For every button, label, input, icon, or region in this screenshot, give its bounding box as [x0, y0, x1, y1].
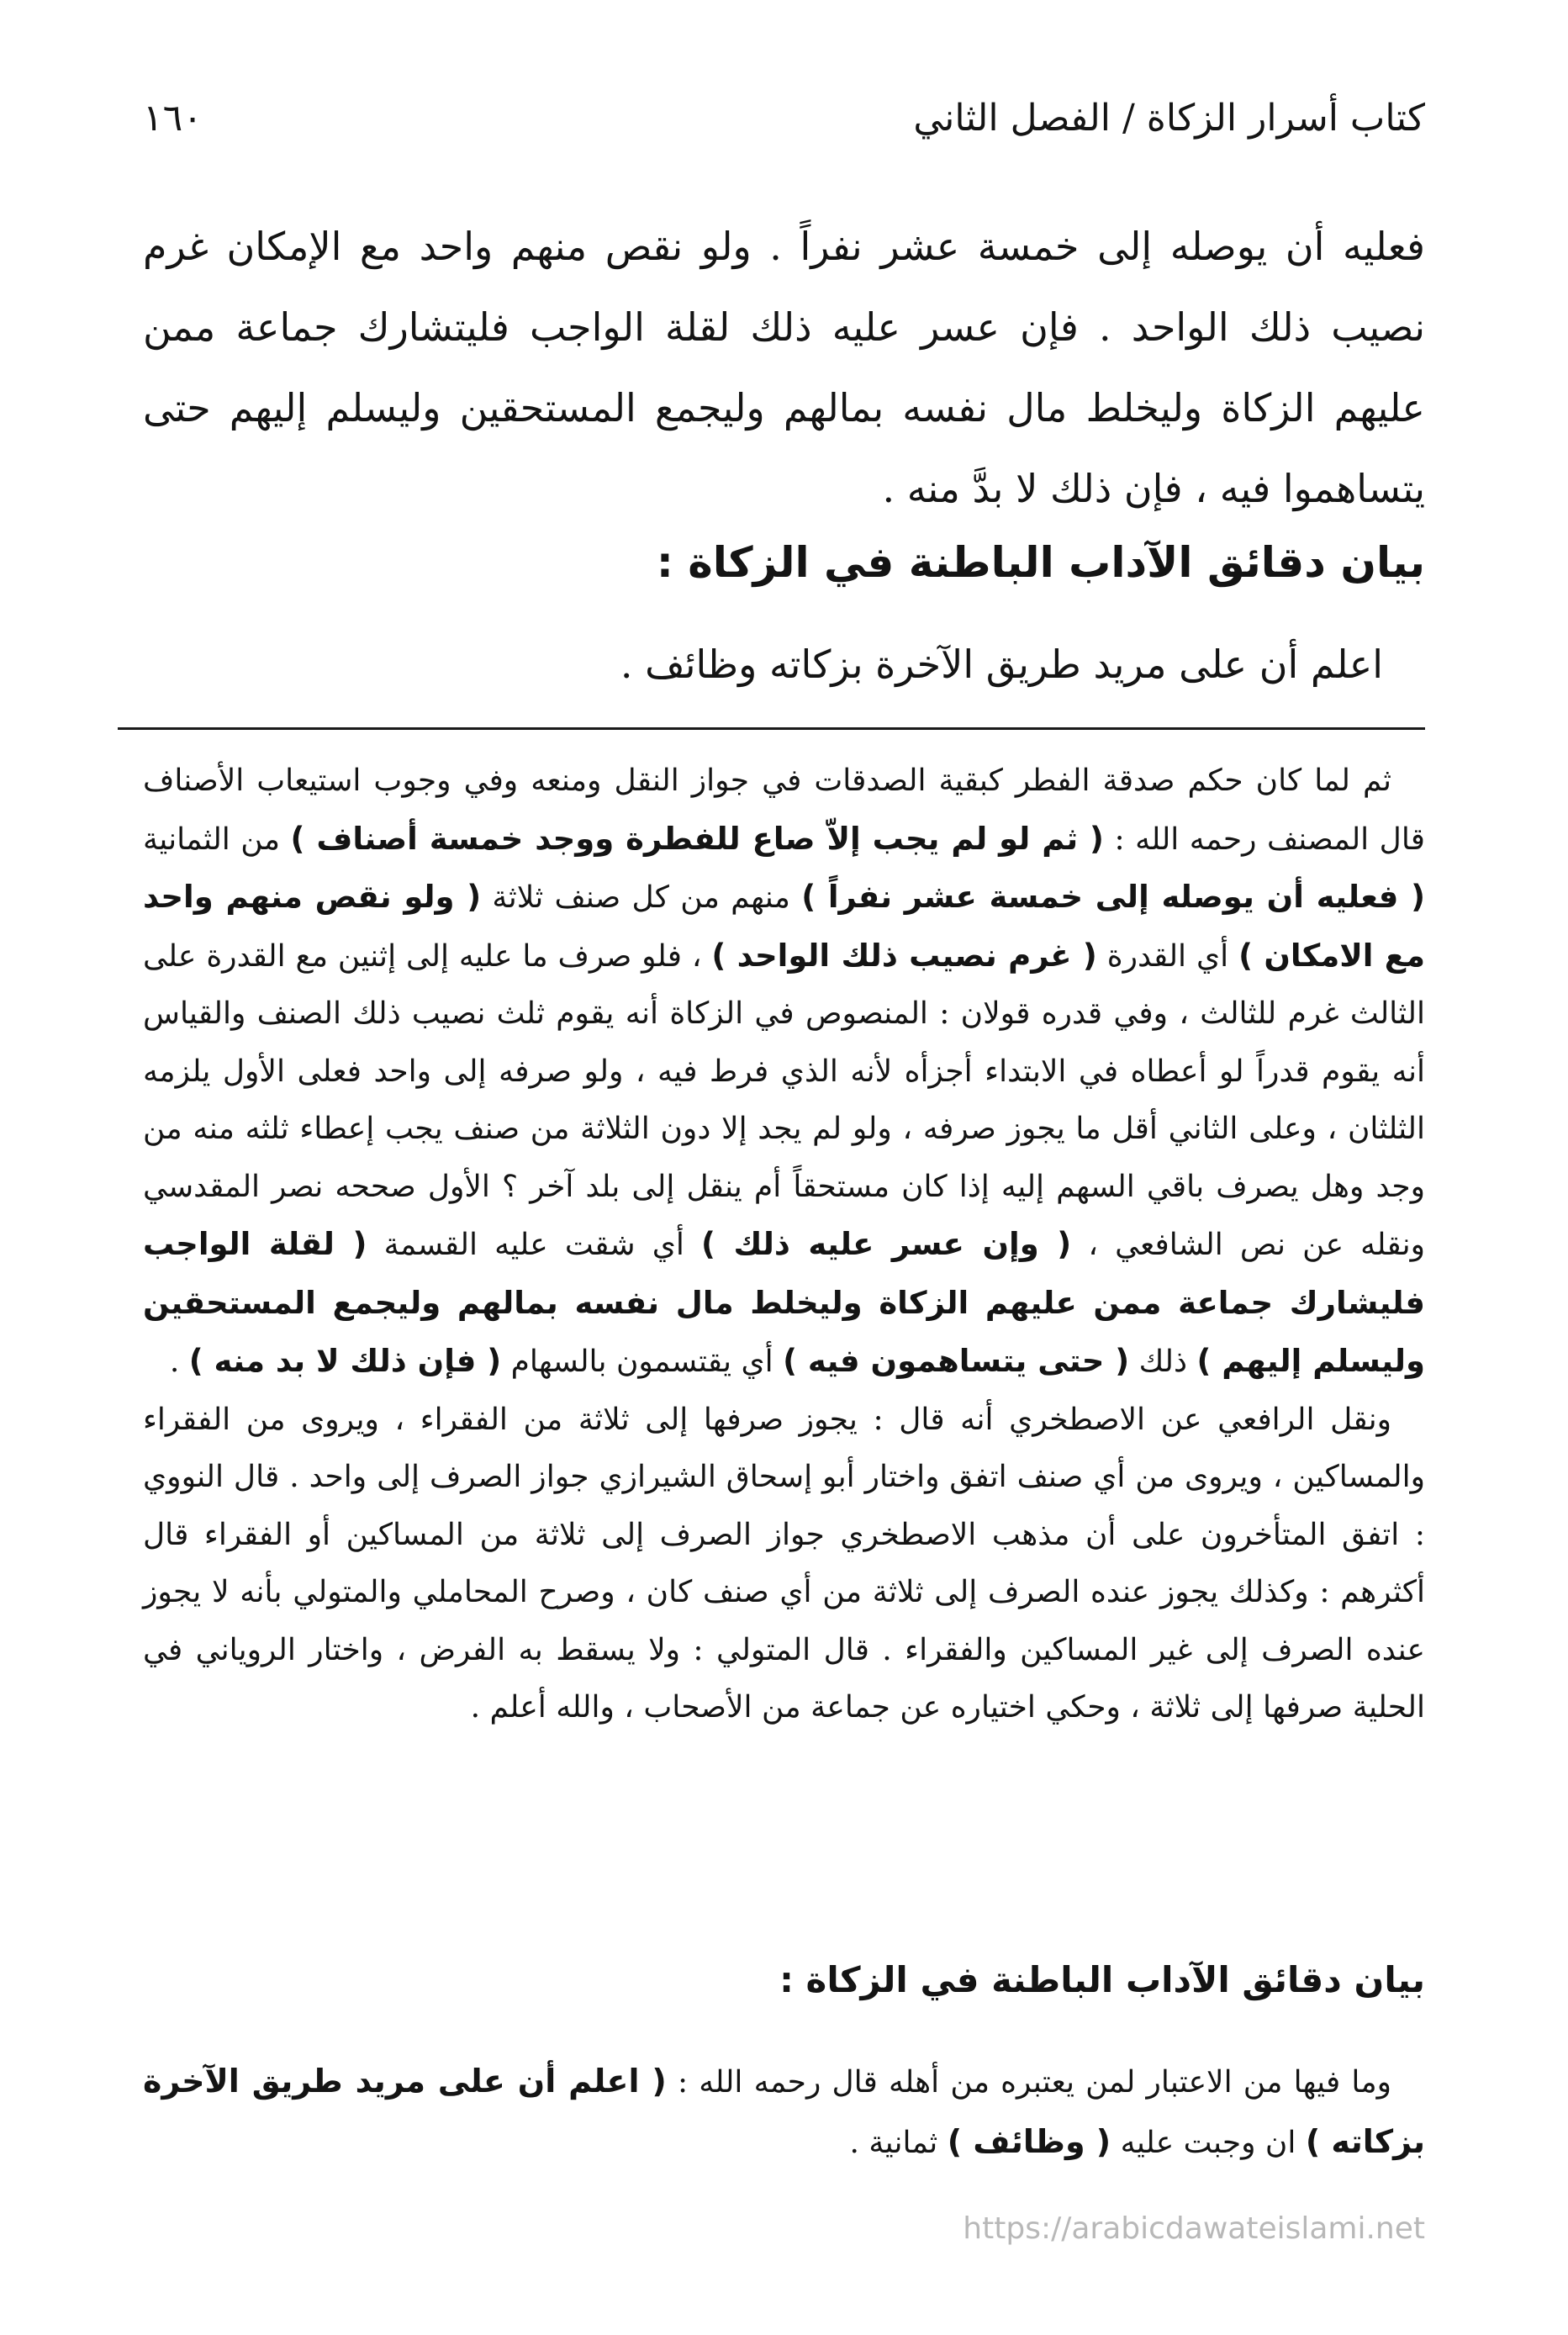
commentary-text: من الثمانية [143, 821, 291, 857]
footnote-divider [118, 727, 1425, 730]
commentary-text: أي شقت عليه القسمة [367, 1228, 702, 1262]
intro-line: اعلم أن على مريد طريق الآخرة بزكاته وظائف . [620, 642, 1383, 687]
quoted-text: ( ولو نقص منهم واحد مع الامكان ) [143, 879, 1425, 974]
commentary-text: ، فلو صرف ما عليه إلى إثنين مع القدرة على الثالث غرم للثالث ، وفي قدره قولان : المنصوص في الزكاة أنه يقوم ثلث نصيب ذلك الصنف والقياس أنه يقوم قدراً لو أعطاه في الابتداء أجزأه لأنه الذي فرط فيه ، ولو صرفه إلى واحد فعلى الأول يلزمه الثلثان ، وعلى الثاني أقل ما يجوز صرفه ، ولو لم يجد إلا دون الثلاثة من صنف يجب إعطاء ثلثه منه من وجد وهل يصرف باقي السهم إليه إذا كان مستحقاً أم ينقل إلى بلد آخر ؟ الأول صححه نصر المقدسي ونقله عن نص الشافعي ، [143, 938, 1426, 1262]
quoted-text: ( لقلة الواجب فليشارك جماعة ممن عليهم الزكاة وليخلط مال نفسه بمالهم وليجمع المستحقين وليسلم إليهم ) [143, 1226, 1425, 1379]
quoted-text: ( وإن عسر عليه ذلك ) [701, 1226, 1072, 1262]
quoted-text: ( فإن ذلك لا بد منه ) [188, 1343, 502, 1379]
main-text-block [143, 206, 1425, 529]
quoted-text: ( حتى يتساهمون فيه ) [783, 1343, 1130, 1379]
commentary-text: ثمانية . [849, 2126, 948, 2160]
watermark-url: https://arabicdawateislami.net [963, 2211, 1425, 2246]
commentary-text: . [169, 1344, 189, 1379]
quoted-text: ( ثم لو لم يجب إلاّ صاع للفطرة ووجد خمسة أصناف ) [290, 820, 1104, 857]
commentary-text: منهم من كل صنف ثلاثة [481, 880, 802, 915]
page-header [143, 80, 1425, 156]
commentary-text: ثم لما كان حكم صدقة الفطر كبقية الصدقات في جواز النقل ومنعه وفي وجوب استيعاب الأصناف قال المصنف رحمه الله : [143, 763, 1426, 857]
page-number: ١٦٠ [143, 96, 203, 140]
commentary-text: أي يقتسمون بالسهام [501, 1344, 784, 1379]
commentary-text: وما فيها من الاعتبار لمن يعتبره من أهله قال رحمه الله : [666, 2065, 1392, 2100]
quoted-text: ( وظائف ) [947, 2123, 1111, 2160]
section-heading-commentary: بيان دقائق الآداب الباطنة في الزكاة : [779, 1959, 1425, 2000]
quoted-text: ( غرم نصيب ذلك الواحد ) [711, 937, 1097, 974]
commentary-text: ان وجبت عليه [1111, 2126, 1306, 2160]
section-heading: بيان دقائق الآداب الباطنة في الزكاة : [656, 538, 1425, 587]
commentary-paragraph-2: ونقل الرافعي عن الاصطخري أنه قال : يجوز صرفها إلى ثلاثة من الفقراء ، ويروى من الفقراء والمساكين ، ويروى من أي صنف اتفق واختار أبو إسحاق الشيرازي جواز الصرف إلى واحد . قال النووي : اتفق المتأخرون على أن مذهب الاصطخري جواز الصرف إلى ثلاثة من المساكين أو الفقراء قال أكثرهم : وكذلك يجوز عنده الصرف إلى ثلاثة من أي صنف كان ، وصرح المحاملي والمتولي بأنه لا يجوز عنده الصرف إلى غير المساكين والفقراء . قال المتولي : ولا يسقط به الفرض ، واختار الروياني في الحلية صرفها إلى ثلاثة ، وحكي اختياره عن جماعة من الأصحاب ، والله أعلم . [143, 1402, 1425, 1725]
quoted-text: ( اعلم أن على مريد طريق الآخرة بزكاته ) [143, 2063, 1425, 2160]
commentary-block-2 [143, 2052, 1425, 2173]
commentary-text: أي القدرة [1096, 938, 1239, 974]
main-paragraph: فعليه أن يوصله إلى خمسة عشر نفراً . ولو نقص منهم واحد مع الإمكان غرم نصيب ذلك الواحد . فإن عسر عليه ذلك لقلة الواجب فليتشارك جماعة ممن عليهم الزكاة وليخلط مال نفسه بمالهم وليجمع المستحقين وليسلم إليهم حتى يتساهموا فيه ، فإن ذلك لا بدَّ منه . [143, 224, 1425, 511]
commentary-paragraph-1 [143, 753, 1425, 1392]
commentary-block [143, 753, 1425, 1737]
commentary-text: ذلك [1129, 1344, 1197, 1379]
commentary-paragraph-3 [143, 2052, 1425, 2173]
running-title: كتاب أسرار الزكاة / الفصل الثاني [913, 96, 1425, 140]
quoted-text: ( فعليه أن يوصله إلى خمسة عشر نفراً ) [801, 879, 1426, 915]
